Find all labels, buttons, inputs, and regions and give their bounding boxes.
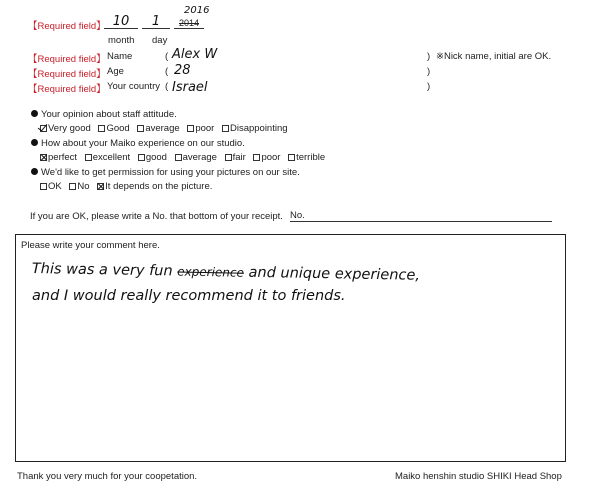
staff-options <box>40 123 293 134</box>
date-required-label: 【Required field】 <box>28 21 106 32</box>
checkbox-icon[interactable] <box>98 125 105 132</box>
checkbox-icon[interactable] <box>85 154 92 161</box>
receipt-number-field[interactable] <box>290 210 552 222</box>
checkbox-icon[interactable] <box>138 154 145 161</box>
checkbox-crossed-icon[interactable] <box>40 154 47 161</box>
age-open-paren: ( <box>165 66 169 77</box>
receipt-no-label: No. <box>290 210 305 221</box>
country-label: Your country <box>107 81 160 92</box>
question-permission-text: We'd like to get permission for using your pictures on our site. <box>41 167 300 178</box>
name-value[interactable]: Alex W <box>172 47 218 62</box>
country-value[interactable]: Israel <box>172 80 208 95</box>
month-value: 10 <box>112 14 130 29</box>
comment-line-2: and I would really recommend it to friends. <box>32 288 346 304</box>
experience-options <box>40 152 330 163</box>
age-required-label: 【Required field】 <box>28 69 106 80</box>
comment-title: Please write your comment here. <box>21 240 160 251</box>
bullet-icon <box>31 168 38 175</box>
comment-line-1: This was a very fun experience and unique experience, <box>31 261 421 284</box>
question-permission <box>31 167 300 178</box>
checkbox-icon[interactable] <box>137 125 144 132</box>
day-field[interactable] <box>142 14 170 29</box>
age-label: Age <box>107 66 124 77</box>
checkbox-icon[interactable] <box>253 154 260 161</box>
country-required-label: 【Required field】 <box>28 84 106 95</box>
checkbox-checked-icon[interactable] <box>40 125 47 132</box>
option-excellent[interactable]: excellent <box>85 152 131 163</box>
option-good[interactable]: good <box>138 152 167 163</box>
name-note: ※Nick name, initial are OK. <box>436 51 552 62</box>
permission-options <box>40 181 217 192</box>
option-depends[interactable]: It depends on the picture. <box>97 181 212 192</box>
checkbox-icon[interactable] <box>288 154 295 161</box>
year-field[interactable] <box>174 14 204 29</box>
age-value[interactable]: 28 <box>174 63 191 78</box>
footer-shop-name: Maiko henshin studio SHIKI Head Shop <box>395 471 562 482</box>
year-struck: 2014 <box>178 18 200 28</box>
country-open-paren: ( <box>165 81 169 92</box>
receipt-instruction: If you are OK, please write a No. that bottom of your receipt. <box>30 211 283 222</box>
option-very-good[interactable]: Very good <box>40 123 91 134</box>
comment-box[interactable] <box>15 234 566 462</box>
option-poor[interactable]: poor <box>187 123 214 134</box>
option-poor[interactable]: poor <box>253 152 280 163</box>
month-field[interactable] <box>104 14 138 29</box>
checkbox-icon[interactable] <box>225 154 232 161</box>
name-open-paren: ( <box>165 51 169 62</box>
question-staff <box>31 109 177 120</box>
option-good[interactable]: Good <box>98 123 129 134</box>
bullet-icon <box>31 139 38 146</box>
option-terrible[interactable]: terrible <box>288 152 325 163</box>
checkbox-icon[interactable] <box>187 125 194 132</box>
age-close-paren: ) <box>427 66 431 77</box>
checkbox-icon[interactable] <box>40 183 47 190</box>
option-perfect[interactable]: perfect <box>40 152 77 163</box>
option-average[interactable]: average <box>175 152 217 163</box>
checkbox-crossed-icon[interactable] <box>97 183 104 190</box>
option-fair[interactable]: fair <box>225 152 246 163</box>
year-value: 2016 <box>184 5 210 16</box>
checkbox-icon[interactable] <box>69 183 76 190</box>
option-ok[interactable]: OK <box>40 181 62 192</box>
footer-thanks: Thank you very much for your coopetation. <box>17 471 198 482</box>
name-label: Name <box>107 51 133 62</box>
option-average[interactable]: average <box>137 123 179 134</box>
option-no[interactable]: No <box>69 181 89 192</box>
day-label: day <box>152 35 168 46</box>
checkbox-icon[interactable] <box>222 125 229 132</box>
option-disappointing[interactable]: Disappointing <box>222 123 288 134</box>
day-value: 1 <box>151 14 161 29</box>
checkbox-icon[interactable] <box>175 154 182 161</box>
question-staff-text: Your opinion about staff attitude. <box>41 109 177 120</box>
country-close-paren: ) <box>427 81 431 92</box>
name-required-label: 【Required field】 <box>28 54 106 65</box>
month-label: month <box>108 35 135 46</box>
question-experience <box>31 138 245 149</box>
bullet-icon <box>31 110 38 117</box>
name-close-paren: ) <box>427 51 431 62</box>
question-experience-text: How about your Maiko experience on our studio. <box>41 138 245 149</box>
